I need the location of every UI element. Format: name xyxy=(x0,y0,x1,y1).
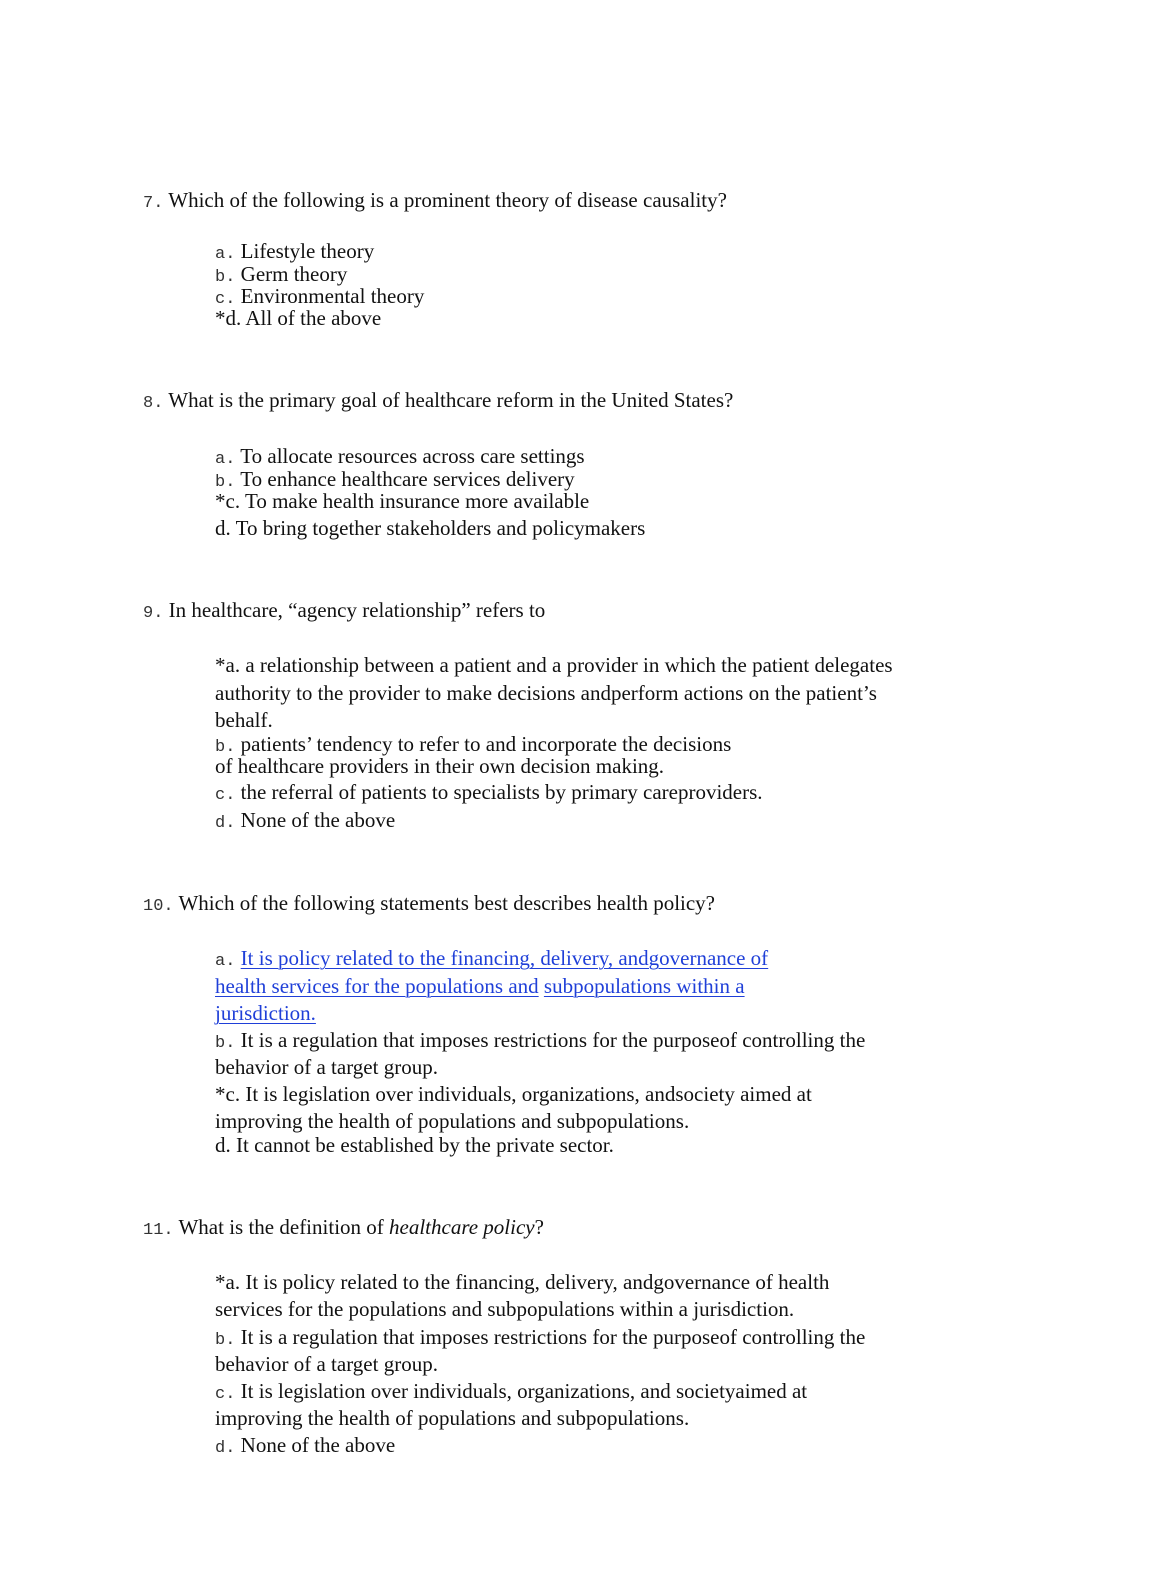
q9-option-d xyxy=(215,808,395,836)
q9-option-c xyxy=(215,780,763,808)
option-text: Environmental theory xyxy=(240,284,425,308)
option-continuation: authority to the provider to make decisions andperform actions on the patient’s xyxy=(215,681,877,705)
q9-option-a xyxy=(215,653,893,677)
q10-option-a xyxy=(215,946,768,974)
option-continuation: services for the populations and subpopulations within a jurisdiction. xyxy=(215,1297,795,1321)
option-marker: c. xyxy=(215,290,236,309)
option-text: It cannot be established by the private sector. xyxy=(236,1133,614,1157)
option-text: None of the above xyxy=(240,808,396,832)
q10-option-d xyxy=(215,1133,614,1157)
option-text: All of the above xyxy=(245,306,382,330)
option-marker: b. xyxy=(215,1331,236,1350)
question-text-end: ? xyxy=(534,1215,544,1239)
option-text: patients’ tendency to refer to and incorporate the decisions xyxy=(240,732,732,756)
option-marker: c. xyxy=(215,786,236,805)
option-marker: *a. xyxy=(215,1270,241,1294)
option-marker: *c. xyxy=(215,489,241,513)
option-continuation: improving the health of populations and subpopulations. xyxy=(215,1406,690,1430)
option-marker: a. xyxy=(215,952,236,971)
question-9 xyxy=(143,598,545,626)
option-text: It is legislation over individuals, organizations, and societyaimed at xyxy=(240,1379,808,1403)
option-marker: b. xyxy=(215,1034,236,1053)
option-marker: *a. xyxy=(215,653,241,677)
option-continuation: behavior of a target group. xyxy=(215,1352,438,1376)
option-marker: b. xyxy=(215,738,236,757)
option-continuation: of healthcare providers in their own decision making. xyxy=(215,754,665,778)
option-link[interactable]: subpopulations within a xyxy=(543,974,745,998)
option-marker: *d. xyxy=(215,306,242,330)
option-continuation: behavior of a target group. xyxy=(215,1055,438,1079)
option-marker: c. xyxy=(215,1385,236,1404)
q11-option-b xyxy=(215,1325,865,1353)
option-text: None of the above xyxy=(240,1433,396,1457)
option-text: To make health insurance more available xyxy=(244,489,590,513)
question-7 xyxy=(143,188,727,216)
option-text: To enhance healthcare services delivery xyxy=(240,467,575,491)
q11-option-a xyxy=(215,1270,829,1294)
option-text: Germ theory xyxy=(240,262,348,286)
q10-option-c xyxy=(215,1082,812,1106)
question-11 xyxy=(143,1215,544,1243)
question-text: In healthcare, “agency relationship” refers to xyxy=(168,598,546,622)
q10-option-b xyxy=(215,1028,865,1056)
question-number: 9. xyxy=(143,604,164,623)
option-marker: d. xyxy=(215,814,236,833)
option-text: To bring together stakeholders and policymakers xyxy=(235,516,646,540)
option-text: It is a regulation that imposes restrictions for the purposeof controlling the xyxy=(240,1028,866,1052)
option-text: It is legislation over individuals, organizations, andsociety aimed at xyxy=(245,1082,812,1106)
option-link[interactable]: jurisdiction. xyxy=(215,1001,316,1025)
question-number: 11. xyxy=(143,1221,174,1240)
option-link[interactable]: health services for the populations and xyxy=(215,974,539,998)
question-number: 7. xyxy=(143,194,164,213)
option-marker: d. xyxy=(215,1133,231,1157)
option-text: To allocate resources across care settings xyxy=(240,444,585,468)
question-8 xyxy=(143,388,733,416)
question-number: 8. xyxy=(143,394,164,413)
option-marker: b. xyxy=(215,268,236,287)
question-text-italic: healthcare policy xyxy=(389,1215,535,1239)
q11-option-d xyxy=(215,1433,395,1461)
option-link[interactable]: It is policy related to the financing, delivery, andgovernance of xyxy=(240,946,769,970)
question-number: 10. xyxy=(143,897,174,916)
q10-option-a-continuation xyxy=(215,1001,316,1025)
question-text: What is the definition of xyxy=(178,1215,390,1239)
q8-option-c xyxy=(215,489,589,513)
option-continuation: improving the health of populations and subpopulations. xyxy=(215,1109,690,1133)
option-marker: a. xyxy=(215,450,236,469)
question-10 xyxy=(143,891,715,919)
option-marker: *c. xyxy=(215,1082,241,1106)
option-marker: d. xyxy=(215,1439,236,1458)
option-continuation: behalf. xyxy=(215,708,273,732)
option-text: It is policy related to the financing, delivery, andgovernance of health xyxy=(245,1270,830,1294)
question-text: Which of the following statements best describes health policy? xyxy=(178,891,715,915)
q8-option-d xyxy=(215,516,645,540)
option-text: the referral of patients to specialists by primary careproviders. xyxy=(240,780,763,804)
option-marker: b. xyxy=(215,473,236,492)
q7-option-d xyxy=(215,306,381,330)
option-marker: a. xyxy=(215,245,236,264)
option-text: Lifestyle theory xyxy=(240,239,375,263)
option-marker: d. xyxy=(215,516,231,540)
q11-option-c xyxy=(215,1379,807,1407)
option-text: It is a regulation that imposes restrictions for the purposeof controlling the xyxy=(240,1325,866,1349)
q10-option-a-continuation xyxy=(215,974,745,998)
option-text: a relationship between a patient and a provider in which the patient delegates xyxy=(245,653,893,677)
question-text: Which of the following is a prominent theory of disease causality? xyxy=(168,188,727,212)
question-text: What is the primary goal of healthcare reform in the United States? xyxy=(168,388,734,412)
